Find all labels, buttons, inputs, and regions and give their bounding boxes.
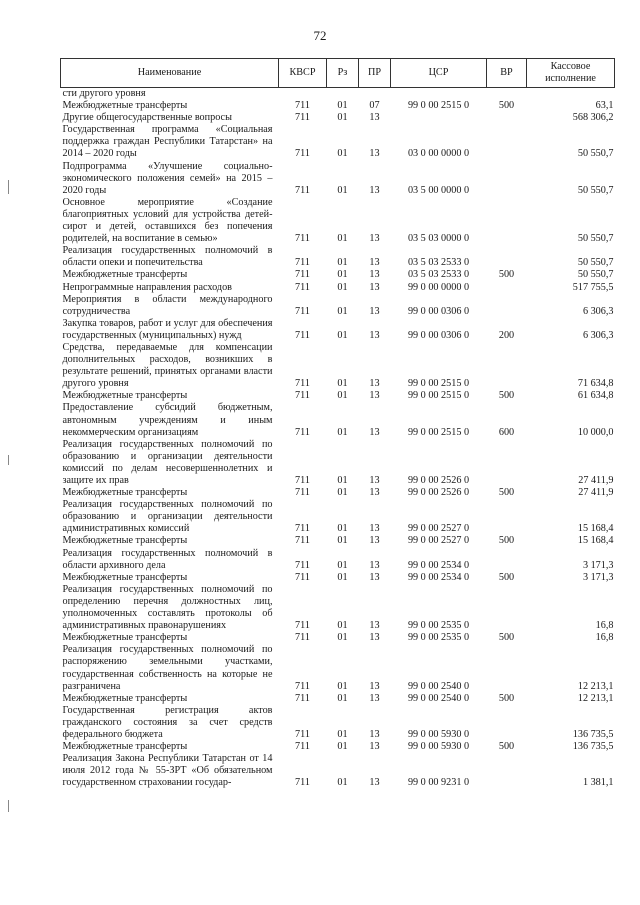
cell-name: Непрограммные направления расходов — [62, 281, 232, 293]
cell-rz: 01 — [337, 329, 348, 341]
cell-vr — [487, 548, 527, 572]
column-header-pr: ПР — [359, 59, 391, 88]
cell-csr: 99 0 00 0306 0 — [407, 305, 470, 317]
cell-vr — [487, 88, 527, 101]
cell-name: Межбюджетные трансферты — [62, 100, 188, 112]
cell-amount: 6 306,3 — [582, 305, 614, 317]
cell-vr: 600 — [498, 426, 515, 438]
cell-rz: 01 — [337, 535, 348, 547]
table-body — [61, 88, 615, 790]
cell-kvsr: 711 — [295, 487, 310, 499]
cell-amount: 15 168,4 — [577, 535, 614, 547]
cell-vr: 500 — [498, 487, 515, 499]
margin-mark — [8, 455, 9, 465]
cell-kvsr: 711 — [295, 535, 310, 547]
cell-kvsr: 711 — [295, 100, 310, 112]
cell-amount: 16,8 — [595, 620, 614, 632]
cell-amount: 27 411,9 — [578, 487, 614, 499]
cell-csr: 99 0 00 2527 0 — [407, 523, 470, 535]
cell-vr — [487, 644, 527, 692]
cell-kvsr: 711 — [295, 692, 310, 704]
cell-pr: 13 — [369, 281, 380, 293]
cell-csr: 99 0 00 2534 0 — [407, 559, 470, 571]
table-row — [61, 693, 615, 705]
cell-pr: 13 — [369, 487, 380, 499]
cell-vr — [487, 584, 527, 632]
cell-amount: 50 550,7 — [577, 257, 614, 269]
cell-kvsr: 711 — [295, 571, 310, 583]
table-row — [61, 318, 615, 342]
cell-kvsr: 711 — [295, 269, 310, 281]
cell-kvsr — [279, 88, 327, 101]
cell-kvsr: 711 — [295, 523, 310, 535]
cell-csr: 99 0 00 2526 0 — [407, 475, 470, 486]
margin-mark — [8, 180, 9, 194]
cell-amount: 568 306,2 — [572, 112, 614, 124]
cell-name: Закупка товаров, работ и услуг для обеспечения государственных (муниципальных) нужд — [62, 317, 273, 341]
cell-rz: 01 — [337, 523, 348, 535]
cell-name: Межбюджетные трансферты — [62, 487, 188, 499]
cell-pr: 13 — [369, 184, 380, 196]
cell-rz: 01 — [337, 728, 348, 740]
cell-csr — [391, 88, 487, 101]
cell-name: Реализация государственных полномочий в области опеки и попечительства — [62, 245, 273, 269]
cell-pr: 13 — [369, 571, 380, 583]
cell-name: Государственная регистрация актов гражданского состояния за счет средств федерального бюджета — [62, 704, 273, 740]
margin-mark — [8, 800, 9, 812]
cell-name: сти другого уровня — [61, 88, 279, 101]
cell-csr — [391, 112, 487, 124]
table-row — [61, 753, 615, 789]
cell-vr: 500 — [498, 100, 515, 112]
cell-amount — [527, 88, 615, 101]
cell-rz: 01 — [337, 680, 348, 692]
cell-amount: 15 168,4 — [577, 523, 614, 535]
cell-rz: 01 — [337, 112, 348, 124]
cell-vr — [487, 245, 527, 269]
cell-pr: 13 — [369, 305, 380, 317]
cell-rz: 01 — [337, 487, 348, 499]
cell-amount: 50 550,7 — [577, 184, 614, 196]
cell-csr: 99 0 00 2515 0 — [407, 378, 470, 390]
cell-name: Межбюджетные трансферты — [62, 269, 188, 281]
table-row — [61, 632, 615, 644]
column-header-rz: Рз — [327, 59, 359, 88]
cell-kvsr: 711 — [295, 559, 310, 571]
cell-kvsr: 711 — [295, 148, 310, 160]
cell-amount: 12 213,1 — [577, 680, 614, 692]
cell-name: Реализация государственных полномочий по распоряжению земельными участками, государственная собственность на которые не разграничена — [62, 644, 273, 692]
cell-csr: 99 0 00 2540 0 — [407, 680, 470, 692]
cell-vr: 500 — [498, 535, 515, 547]
cell-kvsr: 711 — [295, 305, 310, 317]
column-header-vr: ВР — [487, 59, 527, 88]
table-row — [61, 342, 615, 390]
cell-kvsr: 711 — [295, 233, 310, 245]
cell-name: Межбюджетные трансферты — [62, 692, 188, 704]
cell-csr: 99 0 00 2515 0 — [407, 426, 470, 438]
cell-csr: 99 0 00 2515 0 — [407, 100, 470, 112]
cell-vr — [487, 161, 527, 197]
cell-amount: 50 550,7 — [577, 233, 614, 245]
cell-csr: 99 0 00 5930 0 — [407, 741, 470, 753]
cell-vr — [487, 124, 527, 160]
cell-rz — [327, 88, 359, 101]
cell-csr: 99 0 00 0306 0 — [407, 329, 470, 341]
cell-rz: 01 — [337, 692, 348, 704]
cell-amount: 27 411,9 — [578, 475, 614, 486]
budget-table — [60, 58, 615, 789]
table-row — [61, 124, 615, 160]
cell-amount: 136 735,5 — [572, 741, 614, 753]
cell-name: Реализация государственных полномочий по образованию и организации деятельности комиссий по делам несовершеннолетних и защите их прав — [62, 438, 273, 486]
cell-csr: 99 0 00 2527 0 — [407, 535, 470, 547]
cell-amount: 3 171,3 — [582, 571, 614, 583]
cell-name: Реализация Закона Республики Татарстан от 14 июля 2012 года № 55-ЗРТ «Об обязательном государственном страховании государ- — [62, 753, 273, 789]
table-row — [61, 644, 615, 692]
column-header-amount: Кассовое исполнение — [527, 59, 615, 88]
cell-pr — [359, 88, 391, 101]
cell-kvsr: 711 — [295, 632, 310, 644]
cell-rz: 01 — [337, 305, 348, 317]
cell-amount: 6 306,3 — [582, 329, 614, 341]
table-row — [61, 197, 615, 245]
table-row — [61, 584, 615, 632]
cell-name: Средства, передаваемые для компенсации дополнительных расходов, возникших в результате решений, принятых органами власти другого уровня — [62, 341, 273, 390]
cell-rz: 01 — [337, 620, 348, 632]
cell-name: Межбюджетные трансферты — [62, 741, 188, 753]
cell-amount: 136 735,5 — [572, 728, 614, 740]
cell-vr: 500 — [498, 632, 515, 644]
cell-vr — [487, 112, 527, 124]
cell-amount: 3 171,3 — [582, 559, 614, 571]
cell-vr: 500 — [498, 692, 515, 704]
cell-csr: 03 5 03 0000 0 — [407, 233, 470, 245]
table-row — [61, 499, 615, 535]
cell-csr: 99 0 00 2526 0 — [407, 487, 470, 499]
table-row — [61, 402, 615, 438]
cell-amount: 63,1 — [595, 100, 614, 112]
cell-csr: 03 0 00 0000 0 — [407, 148, 470, 160]
table-row — [61, 535, 615, 547]
cell-pr: 13 — [369, 728, 380, 740]
column-header-csr: ЦСР — [391, 59, 487, 88]
cell-pr: 13 — [369, 257, 380, 269]
cell-vr: 500 — [498, 390, 515, 402]
cell-pr: 13 — [369, 390, 380, 402]
cell-name: Межбюджетные трансферты — [62, 632, 188, 644]
cell-name: Предоставление субсидий бюджетным, автономным учреждениям и иным некоммерческим организациям — [62, 402, 273, 438]
cell-pr: 13 — [369, 777, 380, 789]
cell-amount: 16,8 — [595, 632, 614, 644]
cell-kvsr: 711 — [295, 620, 310, 632]
cell-vr — [487, 439, 527, 487]
cell-vr — [487, 197, 527, 245]
table-row — [61, 390, 615, 402]
cell-csr: 99 0 00 2535 0 — [407, 620, 470, 632]
cell-name: Межбюджетные трансферты — [62, 535, 188, 547]
cell-rz: 01 — [337, 571, 348, 583]
cell-name: Основное мероприятие «Создание благоприятных условий для устройства детей-сирот и детей, оставшихся без попечения родителей, на воспитание в семью» — [62, 196, 273, 245]
cell-name: Реализация государственных полномочий в области архивного дела — [62, 547, 273, 571]
cell-csr: 99 0 00 2540 0 — [407, 692, 470, 704]
cell-kvsr: 711 — [295, 281, 310, 293]
cell-pr: 13 — [369, 426, 380, 438]
cell-kvsr: 711 — [295, 378, 310, 390]
cell-pr: 13 — [369, 475, 380, 486]
cell-rz: 01 — [337, 269, 348, 281]
cell-kvsr: 711 — [295, 741, 310, 753]
cell-amount: 50 550,7 — [577, 269, 614, 281]
cell-pr: 07 — [369, 100, 380, 112]
cell-amount: 61 634,8 — [577, 390, 614, 402]
cell-kvsr: 711 — [295, 777, 310, 789]
cell-csr: 99 0 00 0000 0 — [407, 281, 470, 293]
cell-amount: 1 381,1 — [582, 777, 614, 789]
cell-vr: 200 — [498, 329, 515, 341]
cell-pr: 13 — [369, 620, 380, 632]
cell-kvsr: 711 — [295, 390, 310, 402]
cell-vr: 500 — [498, 741, 515, 753]
cell-name: Реализация государственных полномочий по образованию и организации деятельности административных комиссий — [62, 499, 273, 535]
cell-kvsr: 711 — [295, 184, 310, 196]
cell-rz: 01 — [337, 559, 348, 571]
cell-name: Реализация государственных полномочий по определению перечня должностных лиц, уполномоченных составлять протоколы об административных правонарушениях — [62, 583, 273, 632]
cell-pr: 13 — [369, 523, 380, 535]
table-row — [61, 439, 615, 487]
cell-rz: 01 — [337, 741, 348, 753]
table-row — [61, 112, 615, 124]
cell-rz: 01 — [337, 233, 348, 245]
cell-csr: 03 5 03 2533 0 — [407, 269, 470, 281]
cell-rz: 01 — [337, 184, 348, 196]
cell-pr: 13 — [369, 148, 380, 160]
table-row — [61, 282, 615, 294]
cell-pr: 13 — [369, 378, 380, 390]
cell-csr: 03 5 00 0000 0 — [407, 184, 470, 196]
cell-vr — [487, 342, 527, 390]
cell-csr: 99 0 00 2515 0 — [407, 390, 470, 402]
cell-vr — [487, 282, 527, 294]
cell-rz: 01 — [337, 148, 348, 160]
cell-csr: 99 0 00 2535 0 — [407, 632, 470, 644]
table-row — [61, 161, 615, 197]
cell-amount: 12 213,1 — [577, 692, 614, 704]
cell-pr: 13 — [369, 233, 380, 245]
cell-rz: 01 — [337, 777, 348, 789]
cell-vr — [487, 499, 527, 535]
cell-amount: 517 755,5 — [572, 281, 614, 293]
cell-rz: 01 — [337, 281, 348, 293]
cell-csr: 99 0 00 2534 0 — [407, 571, 470, 583]
cell-name: Мероприятия в области международного сотрудничества — [62, 293, 273, 317]
cell-vr — [487, 705, 527, 741]
cell-rz: 01 — [337, 100, 348, 112]
cell-rz: 01 — [337, 378, 348, 390]
cell-pr: 13 — [369, 680, 380, 692]
cell-csr: 99 0 00 5930 0 — [407, 728, 470, 740]
cell-rz: 01 — [337, 475, 348, 486]
cell-amount: 10 000,0 — [577, 426, 614, 438]
cell-vr — [487, 294, 527, 318]
cell-rz: 01 — [337, 257, 348, 269]
table-row — [61, 294, 615, 318]
cell-pr: 13 — [369, 535, 380, 547]
table-row — [61, 100, 615, 112]
cell-rz: 01 — [337, 390, 348, 402]
cell-pr: 13 — [369, 632, 380, 644]
cell-kvsr: 711 — [295, 426, 310, 438]
cell-name: Межбюджетные трансферты — [62, 571, 188, 583]
cell-csr: 03 5 03 2533 0 — [407, 257, 470, 269]
cell-name: Подпрограмма «Улучшение социально-экономического положения семей» на 2015 – 2020 годы — [62, 160, 273, 196]
cell-kvsr: 711 — [295, 475, 310, 486]
cell-amount: 50 550,7 — [577, 148, 614, 160]
table-row — [61, 572, 615, 584]
cell-kvsr: 711 — [295, 112, 310, 124]
cell-pr: 13 — [369, 741, 380, 753]
cell-amount: 71 634,8 — [577, 378, 614, 390]
cell-name: Другие общегосударственные вопросы — [62, 112, 232, 124]
cell-pr: 13 — [369, 112, 380, 124]
table-row — [61, 269, 615, 281]
table-row — [61, 88, 615, 101]
table-row — [61, 705, 615, 741]
cell-vr — [487, 753, 527, 789]
column-header-kvsr: КВСР — [279, 59, 327, 88]
cell-vr: 500 — [498, 269, 515, 281]
table-row — [61, 487, 615, 499]
cell-kvsr: 711 — [295, 728, 310, 740]
cell-csr: 99 0 00 9231 0 — [407, 777, 470, 789]
cell-rz: 01 — [337, 632, 348, 644]
cell-kvsr: 711 — [295, 680, 310, 692]
column-header-name: Наименование — [61, 59, 279, 88]
cell-pr: 13 — [369, 559, 380, 571]
table-row — [61, 741, 615, 753]
cell-pr: 13 — [369, 329, 380, 341]
cell-name: Межбюджетные трансферты — [62, 390, 188, 402]
table-row — [61, 548, 615, 572]
table-header-row — [61, 59, 615, 88]
cell-kvsr: 711 — [295, 257, 310, 269]
cell-name: Государственная программа «Социальная поддержка граждан Республики Татарстан» на 2014 – 2020 годы — [62, 124, 273, 160]
table-row — [61, 245, 615, 269]
page-number: 72 — [313, 28, 327, 43]
cell-pr: 13 — [369, 269, 380, 281]
cell-vr: 500 — [498, 571, 515, 583]
cell-kvsr: 711 — [295, 329, 310, 341]
cell-rz: 01 — [337, 426, 348, 438]
cell-pr: 13 — [369, 692, 380, 704]
